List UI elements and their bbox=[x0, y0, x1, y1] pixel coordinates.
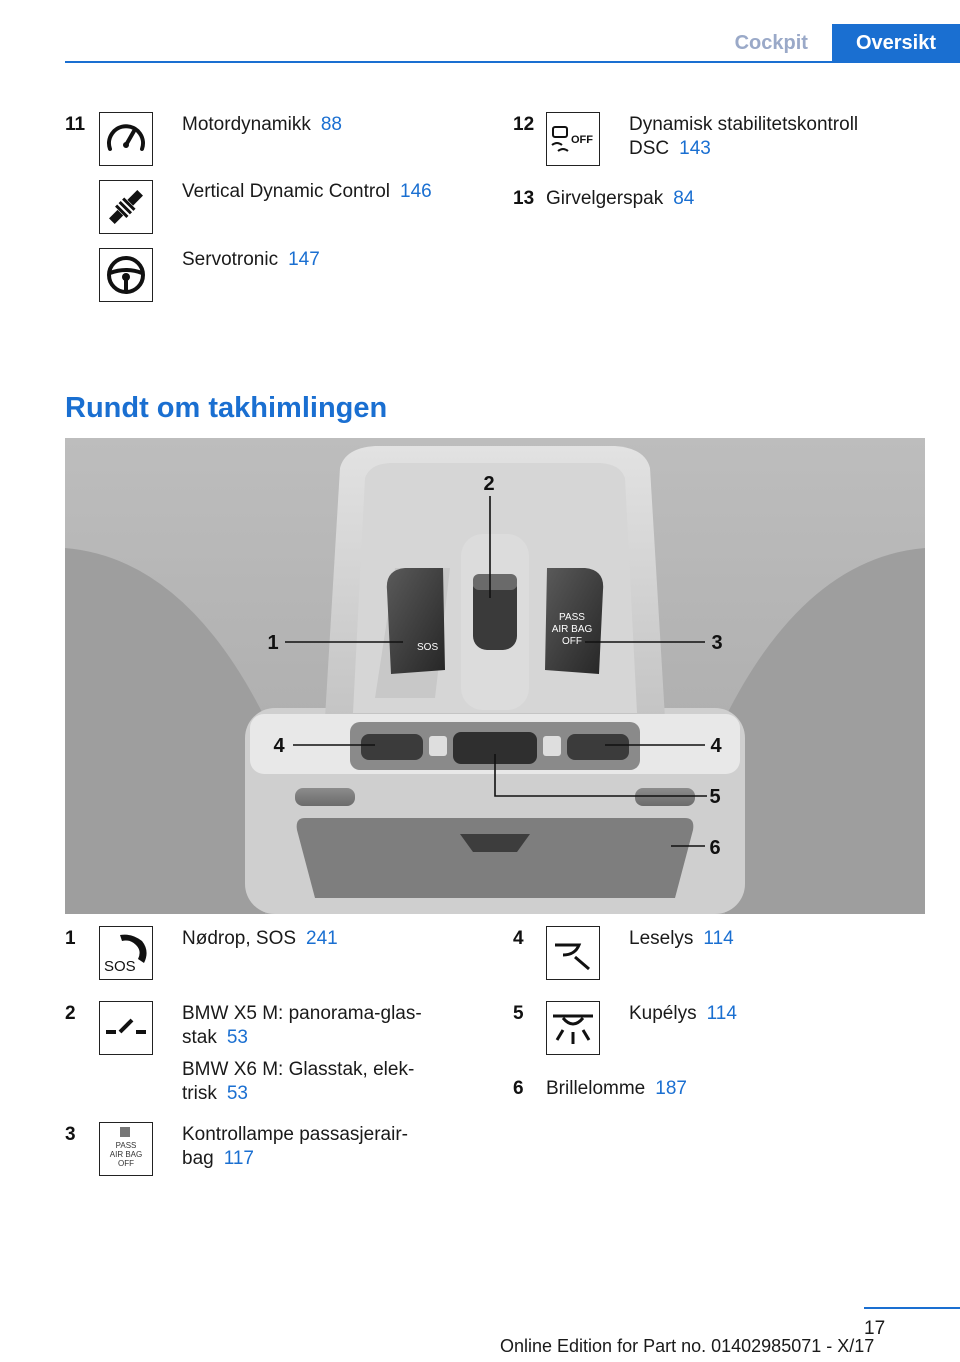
page-ref-link[interactable]: 147 bbox=[288, 249, 320, 270]
photo-sos-label: SOS bbox=[417, 642, 439, 653]
item-number-3: 3 bbox=[65, 1124, 76, 1145]
entry-label: Nødrop, SOS bbox=[182, 928, 297, 949]
airbag-icon-line2: AIR BAG bbox=[109, 1150, 143, 1159]
sunroof-icon bbox=[99, 1001, 153, 1055]
entry-label: Girvelgerspak bbox=[546, 188, 664, 209]
photo-airbag-line3: OFF bbox=[562, 636, 582, 647]
reading-light-icon bbox=[546, 926, 600, 980]
entry-label-line1: Dynamisk stabilitetskontroll bbox=[629, 114, 859, 135]
section-title: Rundt om takhimlingen bbox=[65, 392, 388, 424]
entry-brillelomme bbox=[546, 1077, 687, 1101]
callout-2: 2 bbox=[483, 473, 495, 495]
callout-4-right: 4 bbox=[710, 735, 722, 757]
dsc-off-text: OFF bbox=[571, 134, 593, 146]
page-ref-link[interactable]: 114 bbox=[706, 1003, 737, 1024]
tab-oversikt[interactable]: Oversikt bbox=[832, 24, 960, 62]
entry-line2: stak bbox=[182, 1027, 217, 1048]
item-number-4: 4 bbox=[513, 928, 524, 949]
entry-label-line2: DSC bbox=[629, 138, 670, 159]
dsc-off-icon bbox=[546, 112, 600, 166]
sos-icon-text: SOS bbox=[104, 958, 136, 975]
callout-5: 5 bbox=[709, 786, 721, 808]
footer-edition: Online Edition for Part no. 01402985071 - X/17 bbox=[500, 1336, 875, 1356]
page-ref-link[interactable]: 53 bbox=[226, 1083, 248, 1104]
callout-6: 6 bbox=[709, 837, 721, 859]
entry-nodrop bbox=[182, 927, 338, 951]
page-ref-link[interactable]: 241 bbox=[306, 928, 338, 949]
page-ref-link[interactable]: 114 bbox=[703, 928, 734, 949]
header-tabs bbox=[711, 24, 960, 62]
entry-label: Leselys bbox=[629, 928, 694, 949]
item-number-1: 1 bbox=[65, 928, 76, 949]
page-ref-link[interactable]: 143 bbox=[679, 138, 711, 159]
shock-absorber-icon bbox=[99, 180, 153, 234]
page-ref-link[interactable]: 84 bbox=[673, 188, 695, 209]
page-ref-link[interactable]: 88 bbox=[320, 114, 342, 135]
entry-label: Motordynamikk bbox=[182, 114, 311, 135]
entry-leselys bbox=[629, 927, 734, 951]
entry-vdc bbox=[182, 180, 432, 204]
page-ref-link[interactable]: 117 bbox=[223, 1148, 254, 1169]
sos-phone-icon bbox=[99, 926, 153, 980]
roof-console-photo bbox=[65, 438, 925, 914]
callout-1: 1 bbox=[267, 632, 279, 654]
page-number: 17 bbox=[864, 1318, 886, 1339]
tab-cockpit[interactable]: Cockpit bbox=[711, 24, 832, 62]
entry-motordynamikk bbox=[182, 113, 342, 137]
entry-kupelys bbox=[629, 1002, 737, 1026]
entry-line4: trisk bbox=[182, 1083, 217, 1104]
entry-label: Vertical Dynamic Control bbox=[182, 181, 391, 202]
entry-airbag bbox=[182, 1123, 408, 1171]
item-number-5: 5 bbox=[513, 1003, 524, 1024]
entry-line3: BMW X6 M: Glasstak, elek- bbox=[182, 1059, 415, 1080]
item-number-2: 2 bbox=[65, 1003, 76, 1024]
entry-line1: Kontrollampe passasjerair- bbox=[182, 1124, 408, 1145]
footer-rule bbox=[864, 1307, 960, 1309]
item-number-6: 6 bbox=[513, 1078, 524, 1099]
page-ref-link[interactable]: 53 bbox=[226, 1027, 248, 1048]
item-number-11: 11 bbox=[65, 114, 86, 135]
entry-label: Kupélys bbox=[629, 1003, 697, 1024]
entry-girvelgerspak bbox=[546, 187, 694, 211]
entry-label: Servotronic bbox=[182, 249, 279, 270]
airbag-icon-line3: OFF bbox=[118, 1159, 134, 1168]
page-ref-link[interactable]: 187 bbox=[655, 1078, 687, 1099]
callout-4-left: 4 bbox=[273, 735, 285, 757]
photo-airbag-line2: AIR BAG bbox=[551, 624, 593, 635]
entry-label: Brillelomme bbox=[546, 1078, 646, 1099]
callout-3: 3 bbox=[711, 632, 723, 654]
entry-dsc bbox=[629, 113, 858, 161]
entry-line1: BMW X5 M: panorama-glas- bbox=[182, 1003, 422, 1024]
interior-light-icon bbox=[546, 1001, 600, 1055]
passenger-airbag-off-icon bbox=[99, 1122, 153, 1176]
header-rule bbox=[65, 61, 960, 63]
item-number-12: 12 bbox=[513, 114, 535, 135]
entry-servotronic bbox=[182, 248, 320, 272]
entry-line2: bag bbox=[182, 1148, 214, 1169]
steering-wheel-icon bbox=[99, 248, 153, 302]
speedometer-icon bbox=[99, 112, 153, 166]
page-ref-link[interactable]: 146 bbox=[400, 181, 432, 202]
photo-airbag-line1: PASS bbox=[559, 612, 585, 623]
entry-panorama bbox=[182, 1002, 422, 1106]
item-number-13: 13 bbox=[513, 188, 535, 209]
airbag-icon-line1: PASS bbox=[115, 1141, 137, 1150]
